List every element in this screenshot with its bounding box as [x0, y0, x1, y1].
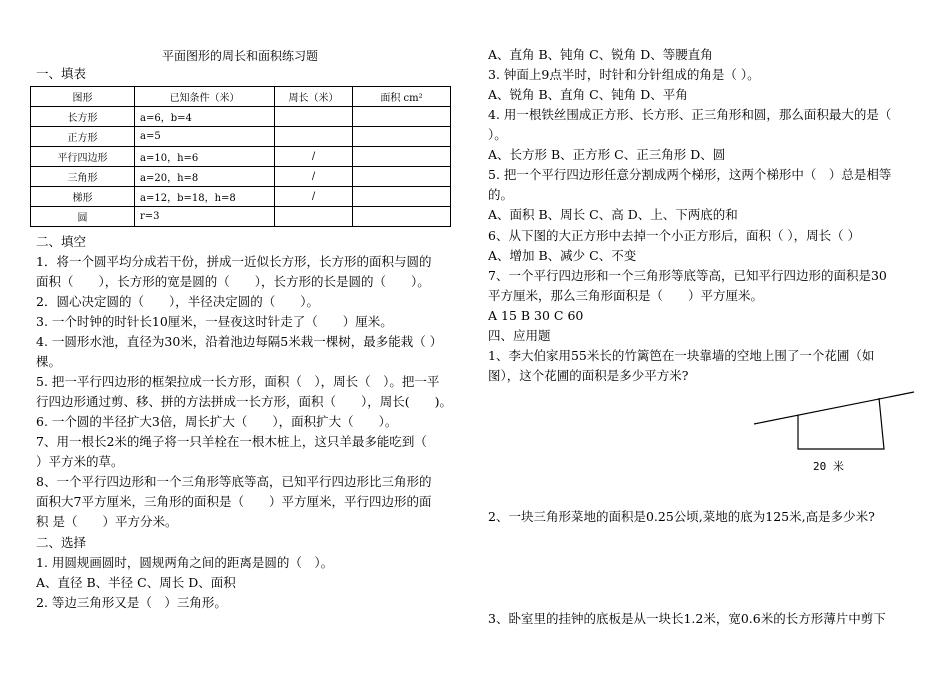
table-row: [31, 207, 451, 227]
table-row: [31, 127, 451, 147]
choice-line: ）。: [488, 127, 507, 142]
table-cell: [275, 207, 353, 227]
table-header: 图形: [31, 87, 135, 107]
choice-line: 2. 等边三角形又是（ ）三角形。: [36, 595, 227, 610]
table-cell: [353, 167, 451, 187]
problem-line: 图），这个花圃的面积是多少平方米?: [488, 368, 689, 383]
table-cell: r=3: [135, 207, 275, 227]
fill-line: 5. 把一平行四边形的框架拉成一长方形，面积（ ），周长（ ）。把一平: [36, 374, 440, 389]
table-cell: [353, 147, 451, 167]
fence-outline: [798, 398, 884, 449]
section1-heading: 一、填表: [36, 66, 87, 81]
choice-line: 4. 用一根铁丝围成正方形、长方形、正三角形和圆，那么面积最大的是（: [488, 107, 892, 122]
choice-line: 3. 钟面上9点半时，时针和分针组成的角是（ ）。: [488, 67, 760, 82]
table-cell: a=6，b=4: [135, 107, 275, 127]
choice-line: A、增加 B、减少 C、不变: [488, 248, 637, 263]
table-cell: a=5: [135, 127, 275, 147]
choice-line: 平方厘米，那么三角形面积是（ ）平方厘米。: [488, 288, 764, 303]
fill-line: 6. 一个圆的半径扩大3倍，周长扩大（ ），面积扩大（ ）。: [36, 414, 398, 429]
fill-line: 面积（ ），长方形的宽是圆的（ ），长方形的长是圆的（ ）。: [36, 274, 430, 289]
fill-line: 棵。: [36, 354, 62, 369]
table-cell: [275, 107, 353, 127]
table-cell: a=20，h=8: [135, 167, 275, 187]
table-header: 面积 cm²: [353, 87, 451, 107]
table-cell: a=12，b=18，h=8: [135, 187, 275, 207]
choice-line: A、长方形 B、正方形 C、正三角形 D、圆: [488, 147, 726, 162]
fill-line: 8、一个平行四边形和一个三角形等底等高，已知平行四边形比三角形的: [36, 474, 432, 489]
table-cell: 梯形: [31, 187, 135, 207]
table-cell: [275, 127, 353, 147]
table-row: [31, 187, 451, 207]
choice-line: 6、从下图的大正方形中去掉一个小正方形后，面积（ ），周长（ ）: [488, 228, 861, 243]
choice-line: A、面积 B、周长 C、高 D、上、下两底的和: [488, 207, 738, 222]
fill-line: 面积大7平方厘米，三角形的面积是（ ）平方厘米，平行四边形的面: [36, 494, 432, 509]
table-header: 已知条件（米）: [135, 87, 275, 107]
choice-line: A、直径 B、半径 C、周长 D、面积: [36, 575, 236, 590]
table-cell: a=10，h=6: [135, 147, 275, 167]
problem-line: 3、卧室里的挂钟的底板是从一块长1.2米，宽0.6米的长方形薄片中剪下: [488, 611, 886, 626]
table-cell: [353, 107, 451, 127]
page-title: 平面图形的周长和面积练习题: [162, 49, 319, 63]
choice-line: 5. 把一个平行四边形任意分割成两个梯形，这两个梯形中（ ）总是相等: [488, 167, 892, 182]
fill-line: 2．圆心决定圆的（ ），半径决定圆的（ ）。: [36, 294, 319, 309]
table-header: 周长（米）: [275, 87, 353, 107]
fill-line: 1．将一个圆平均分成若干份，拼成一近似长方形，长方形的面积与圆的: [36, 254, 432, 269]
table-cell: /: [275, 187, 353, 207]
table-cell: [353, 127, 451, 147]
problem-line: 1、李大伯家用55米长的竹篱笆在一块靠墙的空地上围了一个花圃（如: [488, 348, 875, 363]
choice-line: 的。: [488, 187, 514, 202]
table-cell: 正方形: [31, 127, 135, 147]
garden-fence-figure: [750, 388, 918, 456]
section2-heading: 二、填空: [36, 234, 87, 249]
figure-dimension-label: 20 米: [813, 460, 844, 473]
table-cell: 三角形: [31, 167, 135, 187]
fill-line: 7、用一根长2米的绳子将一只羊栓在一根木桩上，这只羊最多能吃到（: [36, 434, 427, 449]
table-cell: [353, 207, 451, 227]
choice-line: 1. 用圆规画圆时，圆规两角之间的距离是圆的（ ）。: [36, 555, 334, 570]
fill-line: 积 是（ ）平方分米。: [36, 514, 178, 529]
wall-line: [754, 392, 914, 424]
table-row: [31, 167, 451, 187]
fill-line: 4. 一圆形水池，直径为30米，沿着池边每隔5米栽一棵树，最多能栽（ ）: [36, 334, 443, 349]
table-cell: 长方形: [31, 107, 135, 127]
table-row: [31, 107, 451, 127]
fill-table: [30, 86, 451, 227]
choice-line: 7、一个平行四边形和一个三角形等底等高，已知平行四边形的面积是30: [488, 268, 887, 283]
problem-line: 2、一块三角形菜地的面积是0.25公顷,菜地的底为125米,高是多少米?: [488, 509, 875, 524]
table-row: [31, 147, 451, 167]
table-cell: 平行四边形: [31, 147, 135, 167]
section4-heading: 四、应用题: [488, 328, 551, 343]
choice-line: A 15 B 30 C 60: [488, 308, 584, 323]
table-header-row: [31, 87, 451, 107]
fill-line: 3. 一个时钟的时针长10厘米，一昼夜这时针走了（ ）厘米。: [36, 314, 393, 329]
fill-line: ）平方米的草。: [36, 454, 124, 469]
table-cell: 圆: [31, 207, 135, 227]
table-cell: /: [275, 147, 353, 167]
choice-line: A、直角 B、钝角 C、锐角 D、等腰直角: [488, 47, 713, 62]
table-cell: /: [275, 167, 353, 187]
section3-heading: 二、选择: [36, 535, 87, 550]
choice-line: A、锐角 B、直角 C、钝角 D、平角: [488, 87, 688, 102]
table-cell: [353, 187, 451, 207]
fill-line: 行四边形通过剪、移、拼的方法拼成一长方形，面积（ ），周长( )。: [36, 394, 453, 409]
